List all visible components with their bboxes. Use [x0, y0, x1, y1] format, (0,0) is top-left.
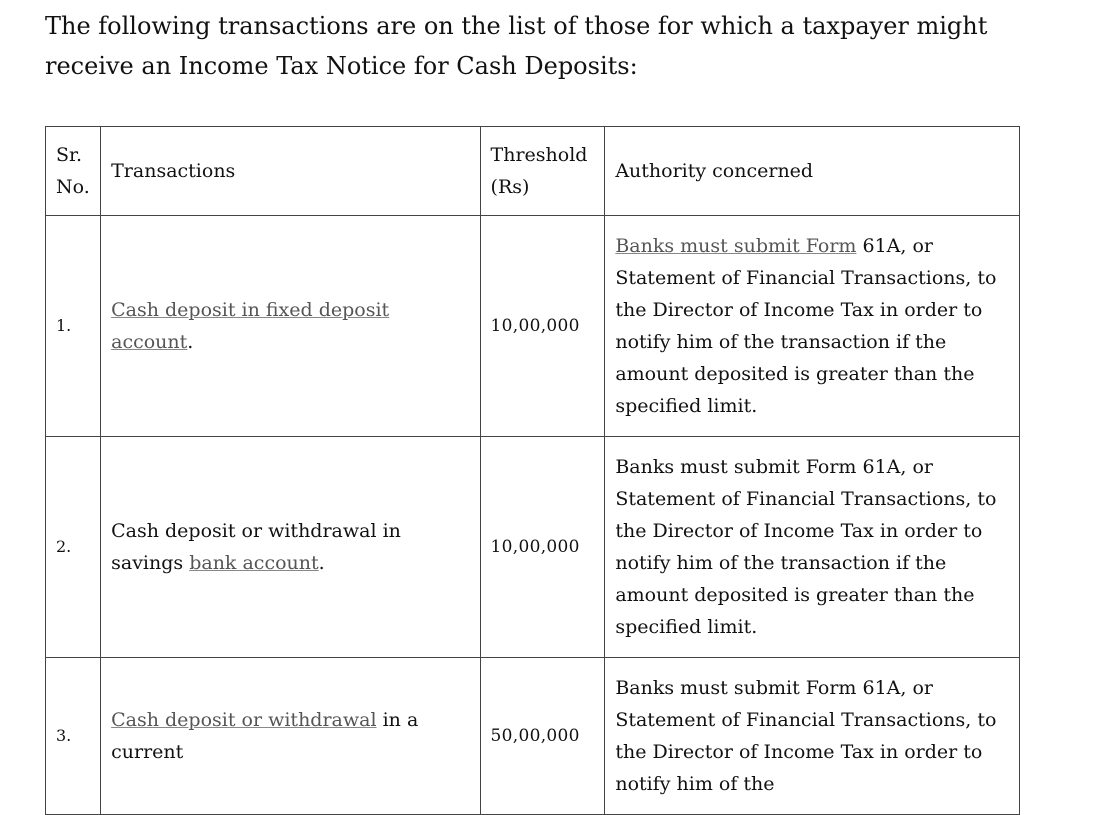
table-row — [46, 658, 1020, 815]
transaction-text: . — [318, 552, 325, 574]
header-sr-no: Sr. No. — [46, 127, 101, 216]
row-sr-no: 3. — [46, 658, 101, 815]
row-authority: Banks must submit Form 61A, or Statement of Financial Transactions, to the Director of Income Tax in order to notify him of the transaction if the amount deposited is greater than the specified limit. — [605, 437, 1020, 658]
transaction-text: in a current — [111, 709, 419, 763]
authority-link[interactable]: Banks must submit Form — [615, 235, 857, 257]
header-transactions: Transactions — [101, 127, 480, 216]
row-transaction — [101, 658, 480, 815]
row-sr-no: 2. — [46, 437, 101, 658]
row-transaction — [101, 437, 480, 658]
header-authority: Authority concerned — [605, 127, 1020, 216]
transaction-link[interactable]: bank account — [189, 552, 319, 574]
transaction-link[interactable]: Cash deposit in fixed deposit account — [111, 299, 390, 353]
table-row — [46, 437, 1020, 658]
row-authority: Banks must submit Form 61A, or Statement of Financial Transactions, to the Director of Income Tax in order to notify him of the — [605, 658, 1020, 815]
row-authority — [605, 216, 1020, 437]
table-row — [46, 216, 1020, 437]
intro-paragraph: The following transactions are on the list of those for which a taxpayer might receive an Income Tax Notice for Cash Deposits: — [45, 12, 988, 80]
row-threshold: 10,00,000 — [480, 437, 605, 658]
table-header-row — [46, 127, 1020, 216]
authority-text: 61A, or Statement of Financial Transactions, to the Director of Income Tax in order to notify him of the transaction if the amount deposited is greater than the specified limit. — [615, 235, 997, 417]
row-threshold: 10,00,000 — [480, 216, 605, 437]
row-sr-no: 1. — [46, 216, 101, 437]
transaction-text: Cash deposit or withdrawal in savings — [111, 520, 401, 574]
row-threshold: 50,00,000 — [480, 658, 605, 815]
row-transaction — [101, 216, 480, 437]
header-threshold: Threshold (Rs) — [480, 127, 605, 216]
transaction-text: . — [187, 331, 194, 353]
cash-deposit-table — [45, 126, 1020, 815]
transaction-link[interactable]: Cash deposit or withdrawal — [111, 709, 377, 731]
